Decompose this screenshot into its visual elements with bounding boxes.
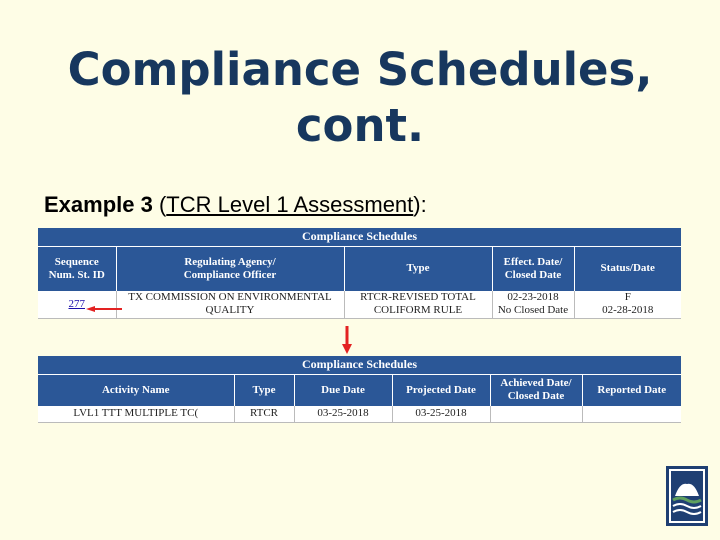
subtitle-link[interactable]: TCR Level 1 Assessment — [166, 192, 414, 217]
table2-header-projected: Projected Date — [392, 374, 490, 406]
subtitle-close: ): — [413, 192, 427, 217]
table2-header-reported: Reported Date — [582, 374, 681, 406]
agency-line1: TX COMMISSION ON ENVIRONMENTAL — [128, 291, 332, 304]
table2-header-due: Due Date — [294, 374, 392, 406]
table1-header-agency — [116, 246, 344, 291]
table1-header-date-label: Effect. Date/ Closed Date — [503, 255, 563, 281]
table2-header-activity: Activity Name — [38, 374, 234, 406]
table2-header-achieved-label: Achieved Date/ Closed Date — [500, 377, 572, 403]
compliance-schedules-table-1 — [38, 228, 681, 319]
table1-cell-type — [344, 291, 492, 318]
type-line1: RTCR-REVISED TOTAL — [360, 291, 476, 304]
table2-cell-due: 03-25-2018 — [294, 406, 392, 422]
table2-cell-reported — [582, 406, 681, 422]
table1-caption: Compliance Schedules — [38, 228, 681, 246]
table1-header-date — [492, 246, 574, 291]
status-line2: 02-28-2018 — [602, 304, 654, 317]
table2-header-type: Type — [234, 374, 294, 406]
date-line1: 02-23-2018 — [507, 291, 559, 304]
table2-caption: Compliance Schedules — [38, 356, 681, 374]
table1-header-seq-label: Sequence Num. St. ID — [48, 255, 105, 281]
table1-header-agency-label: Regulating Agency/ Compliance Officer — [183, 255, 277, 281]
table1-header-type: Type — [344, 246, 492, 291]
compliance-schedules-table-2 — [38, 356, 681, 423]
table1-cell-date — [492, 291, 574, 318]
table2-cell-type: RTCR — [234, 406, 294, 422]
arrow-left-icon — [86, 306, 122, 312]
subtitle-open: ( — [152, 192, 167, 217]
date-line2: No Closed Date — [497, 304, 569, 317]
table1-cell-agency — [116, 291, 344, 318]
status-line1: F — [624, 291, 631, 304]
agency-logo-icon — [666, 466, 708, 526]
seq-link[interactable]: 277 — [68, 297, 85, 310]
arrow-down-icon — [342, 326, 352, 354]
table1-cell-status — [574, 291, 681, 318]
type-line2: COLIFORM RULE — [373, 304, 463, 317]
table1-header-status: Status/Date — [574, 246, 681, 291]
slide-title-line2: cont. — [295, 99, 425, 152]
table2-header-achieved — [490, 374, 582, 406]
agency-line2: QUALITY — [205, 304, 255, 317]
table2-cell-projected: 03-25-2018 — [392, 406, 490, 422]
table2-cell-activity: LVL1 TTT MULTIPLE TC( — [38, 406, 234, 422]
table1-cell-seq — [38, 291, 116, 318]
slide-title — [0, 42, 720, 154]
slide-title-line1: Compliance Schedules, — [67, 43, 653, 96]
slide-subtitle — [44, 192, 427, 218]
table1-header-seq — [38, 246, 116, 291]
subtitle-bold: Example 3 — [44, 192, 153, 217]
table2-cell-achieved — [490, 406, 582, 422]
